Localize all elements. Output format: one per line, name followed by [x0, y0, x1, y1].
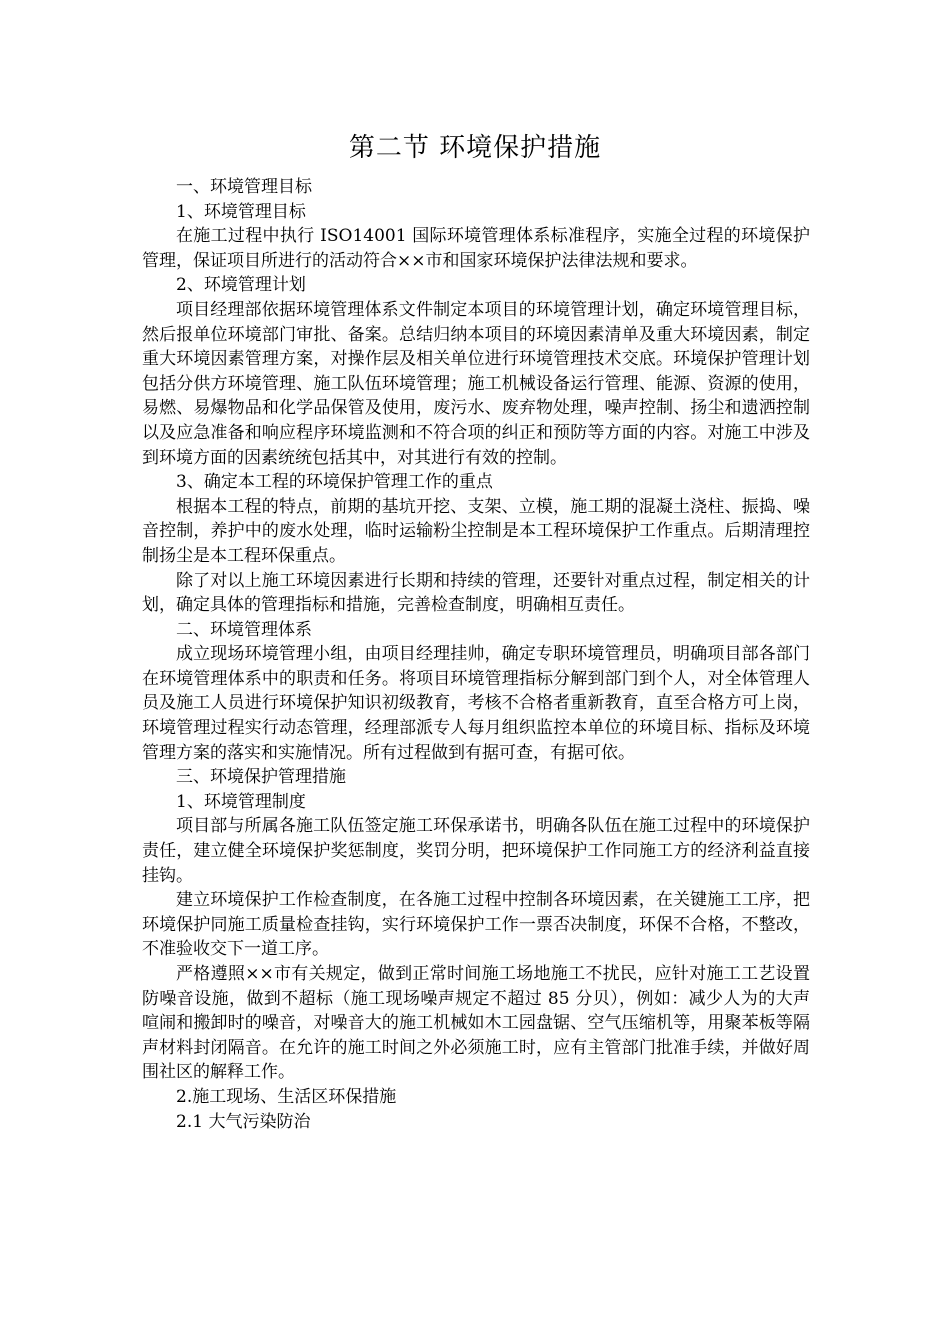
body-paragraph: 严格遵照××市有关规定，做到正常时间施工场地施工不扰民，应针对施工工艺设置防噪音设施，做到不超标（施工现场噪声规定不超过 85 分贝），例如：减少人为的大声喧闹和搬卸时的噪音，对噪音大的施工机械如木工园盘锯、空气压缩机等，用聚苯板等隔声材料封闭隔音。在允许的施工时间之外必须施工时，应有主管部门批准手续，并做好周围社区的解释工作。 — [142, 964, 810, 1083]
section-heading: 2.1 大气污染防治 — [176, 1111, 311, 1132]
body-paragraph: 项目部与所属各施工队伍签定施工环保承诺书，明确各队伍在施工过程中的环境保护责任，建立健全环境保护奖惩制度，奖罚分明，把环境保护工作同施工方的经济利益直接挂钩。 — [142, 816, 810, 886]
section-heading: 3、确定本工程的环境保护管理工作的重点 — [176, 472, 493, 493]
body-paragraph: 项目经理部依据环境管理体系文件制定本项目的环境管理计划，确定环境管理目标，然后报单位环境部门审批、备案。总结归纳本项目的环境因素清单及重大环境因素，制定重大环境因素管理方案，对操作层及相关单位进行环境管理技术交底。环境保护管理计划包括分供方环境管理、施工队伍环境管理；施工机械设备运行管理、能源、资源的使用，易燃、易爆物品和化学品保管及使用，废污水、废弃物处理，噪声控制、扬尘和遗洒控制以及应急准备和响应程序环境监测和不符合项的纠正和预防等方面的内容。对施工中涉及到环境方面的因素统统包括其中，对其进行有效的控制。 — [142, 299, 810, 468]
section-heading: 三、环境保护管理措施 — [176, 767, 346, 788]
section-heading: 二、环境管理体系 — [176, 619, 312, 640]
body-paragraph: 建立环境保护工作检查制度，在各施工过程中控制各环境因素，在关键施工工序，把环境保护同施工质量检查挂钩，实行环境保护工作一票否决制度，环保不合格，不整改，不准验收交下一道工序。 — [142, 890, 810, 960]
body-paragraph: 除了对以上施工环境因素进行长期和持续的管理，还要针对重点过程，制定相关的计划，确定具体的管理指标和措施，完善检查制度，明确相互责任。 — [142, 570, 810, 616]
section-heading: 2、环境管理计划 — [176, 275, 306, 296]
section-heading: 1、环境管理目标 — [176, 201, 306, 222]
section-heading: 1、环境管理制度 — [176, 791, 306, 812]
body-paragraph: 在施工过程中执行 ISO14001 国际环境管理体系标准程序，实施全过程的环境保护管理，保证项目所进行的活动符合××市和国家环境保护法律法规和要求。 — [142, 226, 810, 271]
body-paragraph: 根据本工程的特点，前期的基坑开挖、支架、立模，施工期的混凝土浇柱、振捣、噪音控制，养护中的废水处理，临时运输粉尘控制是本工程环境保护工作重点。后期清理控制扬尘是本工程环保重点。 — [142, 496, 810, 566]
document-body — [142, 175, 810, 1134]
body-paragraph: 成立现场环境管理小组，由项目经理挂帅，确定专职环境管理员，明确项目部各部门在环境管理体系中的职责和任务。将项目环境管理指标分解到部门到个人，对全体管理人员及施工人员进行环境保护知识初级教育，考核不合格者重新教育，直至合格方可上岗，环境管理过程实行动态管理，经理部派专人每月组织监控本单位的环境目标、指标及环境管理方案的落实和实施情况。所有过程做到有据可查，有据可依。 — [142, 644, 810, 763]
section-heading: 一、环境管理目标 — [176, 177, 312, 197]
page-title: 第二节 环境保护措施 — [348, 133, 602, 163]
section-heading: 2.施工现场、生活区环保措施 — [176, 1086, 397, 1107]
